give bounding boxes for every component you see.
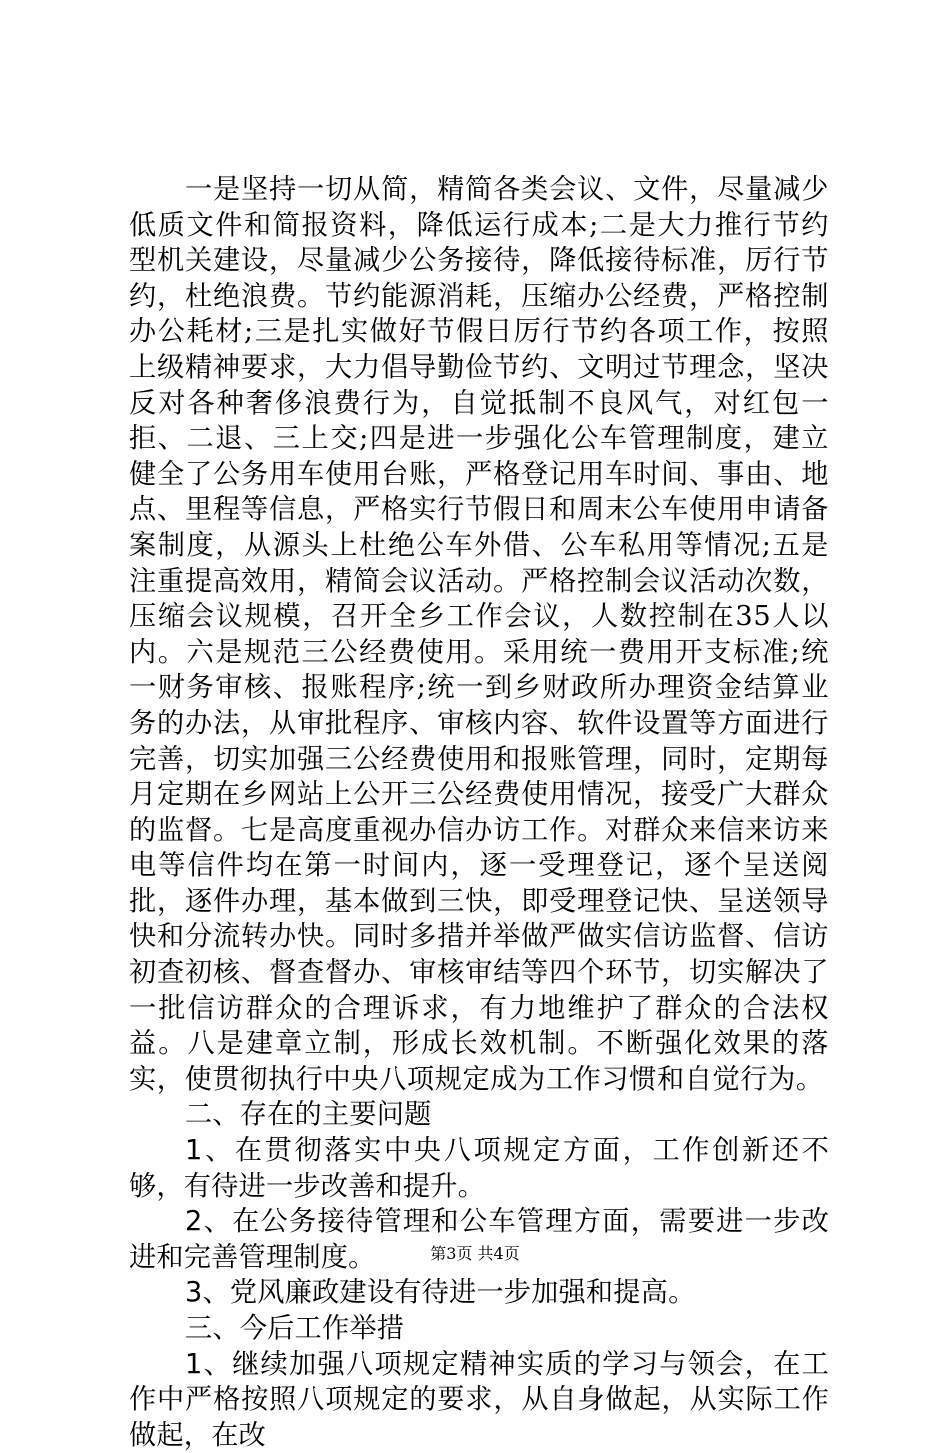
paragraph-problem-3: 3、党风廉政建设有待进一步加强和提高。 [185,1277,696,1309]
section-heading-future-measures: 三、今后工作举措 [185,1313,405,1344]
paragraph-measures: 一是坚持一切从简，精简各类会议、文件，尽量减少低质文件和简报资料，降低运行成本;二是大力推行节约型机关建设，尽量减少公务接待，降低接待标准，厉行节约，杜绝浪费。节约能源消耗，压缩办公经费，严格控制办公耗材;三是扎实做好节假日厉行节约各项工作，按照上级精神要求，大力倡导勤俭节约、文明过节理念，坚决反对各种奢侈浪费行为，自觉抵制不良风气，对红包一拒、二退、三上交;四是进一步强化公车管理制度，建立健全了公务用车使用台账，严格登记用车时间、事由、地点、里程等信息，严格实行节假日和周末公车使用申请备案制度，从源头上杜绝公车外借、公车私用等情况;五是注重提高效用，精简会议活动。严格控制会议活动次数，压缩会议规模，召开全乡工作会议，人数控制在35人以内。六是规范三公经费使用。采用统一费用开支标准;统一财务审核、报账程序;统一到乡财政所办理资金结算业务的办法，从审批程序、审核内容、软件设置等方面进行完善，切实加强三公经费使用和报账管理，同时，定期每月定期在乡网站上公开三公经费使用情况，接受广大群众的监督。七是高度重视办信办访工作。对群众来信来访来电等信件均在第一时间内，逐一受理登记，逐个呈送阅批，逐件办理，基本做到三快，即受理登记快、呈送领导快和分流转办快。同时多措并举做严做实信访监督、信访初查初核、督查督办、审核审结等四个环节，切实解决了一批信访群众的合理诉求，有力地维护了群众的合法权益。八是建章立制，形成长效机制。不断强化效果的落实，使贯彻执行中央八项规定成为工作习惯和自觉行为。 [129,174,829,1095]
page-number-footer: 第3页 共4页 [430,1244,520,1263]
paragraph-measure-1: 1、继续加强八项规定精神实质的学习与领会，在工作中严格按照八项规定的要求，从自身做起，从实际工作做起，在改 [129,1348,829,1451]
paragraph-problem-1: 1、在贯彻落实中央八项规定方面，工作创新还不够，有待进一步改善和提升。 [129,1135,829,1202]
section-heading-problems: 二、存在的主要问题 [185,1099,432,1131]
paragraph-problem-2: 2、在公务接待管理和公车管理方面，需要进一步改进和完善管理制度。 [129,1206,829,1273]
